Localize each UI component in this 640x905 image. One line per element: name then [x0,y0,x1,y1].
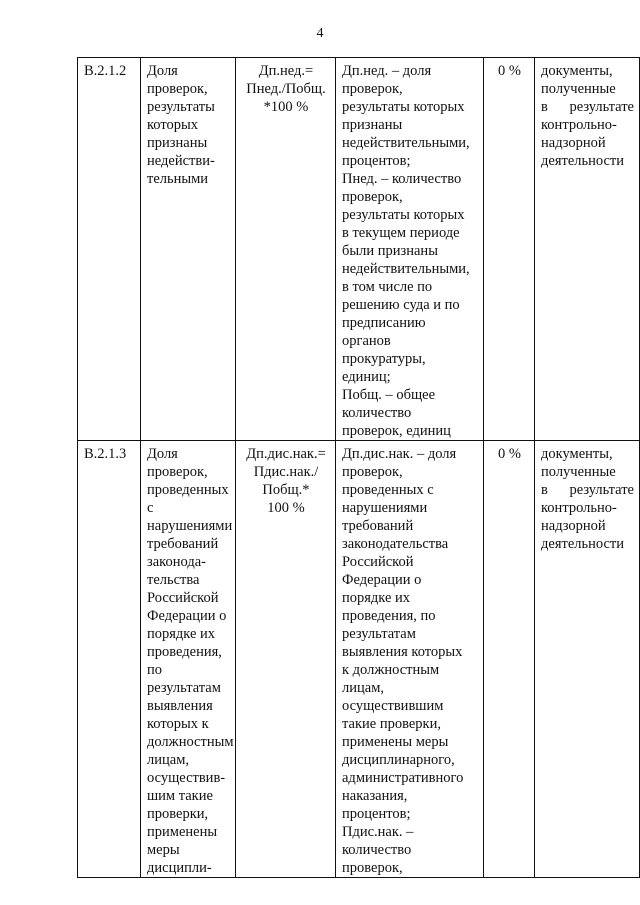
description-line: Побщ. – общее [342,387,436,403]
indicator-table [77,57,640,878]
formula-cell [236,58,336,441]
description-line: лицам, [342,680,384,696]
description-line: наказания, [342,788,408,804]
formula-line: Пнед./Побщ. [246,81,326,97]
indicator-name-line: проверок, [147,81,208,97]
source-line: документы, [541,446,613,462]
description-line: Пдис.нак. – [342,824,414,840]
indicator-name-line: Доля [147,63,178,79]
description-line: дисциплинарного, [342,752,455,768]
source-line [541,481,634,499]
indicator-name-line: шим такие [147,788,213,804]
description-line: в том числе по [342,279,433,295]
source-line: контрольно- [541,500,617,516]
indicator-name-line: с [147,500,154,516]
description-line: административного [342,770,464,786]
indicator-code-cell [78,441,141,878]
description-line: Федерации о [342,572,422,588]
indicator-code: В.2.1.3 [84,446,127,462]
description-line: проведенных с [342,482,434,498]
description-line: были признаны [342,243,438,259]
indicator-name-line: признаны [147,135,208,151]
formula-cell [236,441,336,878]
description-line: процентов; [342,806,411,822]
indicator-code-cell [78,58,141,441]
description-line: законодательства [342,536,449,552]
description-line: результатам [342,626,416,642]
indicator-name-line: проведения, [147,644,222,660]
source-line [541,98,634,116]
description-line: процентов; [342,153,411,169]
description-line: проверок, единиц [342,423,451,439]
description-line: такие проверки, [342,716,441,732]
description-line: Российской [342,554,414,570]
source-word: в [541,482,548,498]
data-source-cell [535,58,640,441]
indicator-name-line: Доля [147,446,178,462]
target-value: 0 % [498,63,521,79]
indicator-name-line: меры [147,842,180,858]
description-line: проверок, [342,464,403,480]
indicator-name-cell [141,441,236,878]
description-line: Пнед. – количество [342,171,462,187]
table-row [78,441,640,878]
indicator-name-line: результатам [147,680,221,696]
description-line: результаты которых [342,99,465,115]
description-line: проверок, [342,189,403,205]
description-line: проведения, по [342,608,436,624]
indicator-name-line: применены [147,824,218,840]
description-line: в текущем периоде [342,225,460,241]
indicator-name-line: порядке их [147,626,216,642]
description-line: выявления которых [342,644,463,660]
indicator-name-line: проверок, [147,464,208,480]
indicator-name-line: лицам, [147,752,189,768]
indicator-name-line: дисципли- [147,860,212,876]
source-line: надзорной [541,135,606,151]
description-line: осуществившим [342,698,444,714]
data-source-cell [535,441,640,878]
source-line: полученные [541,464,616,480]
formula-line: Дп.нед.= [258,63,314,79]
source-line: деятельности [541,153,625,169]
description-line: требований [342,518,414,534]
source-word: результате [569,99,634,115]
formula-line: Дп.дис.нак.= [246,446,326,462]
target-value: 0 % [498,446,521,462]
description-line: нарушениями [342,500,428,516]
indicator-name-line: должностным [147,734,234,750]
description-line: решению суда и по [342,297,460,313]
source-line: документы, [541,63,613,79]
indicator-name-line: законода- [147,554,206,570]
indicator-name-line: требований [147,536,219,552]
description-line: порядке их [342,590,411,606]
indicator-name-line: Российской [147,590,219,606]
target-value-cell [484,58,535,441]
formula-line: Побщ.* [262,482,310,498]
table-row [78,58,640,441]
indicator-name-line: тельными [147,171,209,187]
description-line: признаны [342,117,403,133]
description-line: Дп.дис.нак. – доля [342,446,457,462]
description-line: предписанию [342,315,426,331]
source-word: в [541,99,548,115]
indicator-name-line: выявления [147,698,213,714]
page-number: 4 [316,26,324,41]
indicator-code: В.2.1.2 [84,63,127,79]
source-line: надзорной [541,518,606,534]
description-line: Дп.нед. – доля [342,63,432,79]
source-line: контрольно- [541,117,617,133]
formula-line: Пдис.нак./ [253,464,319,480]
source-line: полученные [541,81,616,97]
indicator-name-cell [141,58,236,441]
description-line: проверок, [342,81,403,97]
description-line: к должностным [342,662,440,678]
description-line: недействительными, [342,135,470,151]
indicator-name-line: нарушениями [147,518,233,534]
indicator-name-line: осуществив- [147,770,226,786]
description-line: недействительными, [342,261,470,277]
description-line: органов [342,333,391,349]
description-line: единиц; [342,369,391,385]
description-line: проверок, [342,860,403,876]
indicator-name-line: по [147,662,163,678]
indicator-name-line: проведенных [147,482,229,498]
indicator-name-line: тельства [147,572,200,588]
description-line: результаты которых [342,207,465,223]
indicator-name-line: Федерации о [147,608,227,624]
description-line: количество [342,405,412,421]
source-word: результате [569,482,634,498]
formula-line: 100 % [267,500,305,516]
source-line: деятельности [541,536,625,552]
description-line: прокуратуры, [342,351,426,367]
indicator-name-line: которых [147,117,199,133]
target-value-cell [484,441,535,878]
formula-description-cell [336,58,484,441]
description-line: применены меры [342,734,449,750]
indicator-name-line: недействи- [147,153,215,169]
formula-line: *100 % [263,99,309,115]
description-line: количество [342,842,412,858]
indicator-name-line: которых к [147,716,209,732]
indicator-name-line: результаты [147,99,215,115]
formula-description-cell [336,441,484,878]
indicator-name-line: проверки, [147,806,209,822]
